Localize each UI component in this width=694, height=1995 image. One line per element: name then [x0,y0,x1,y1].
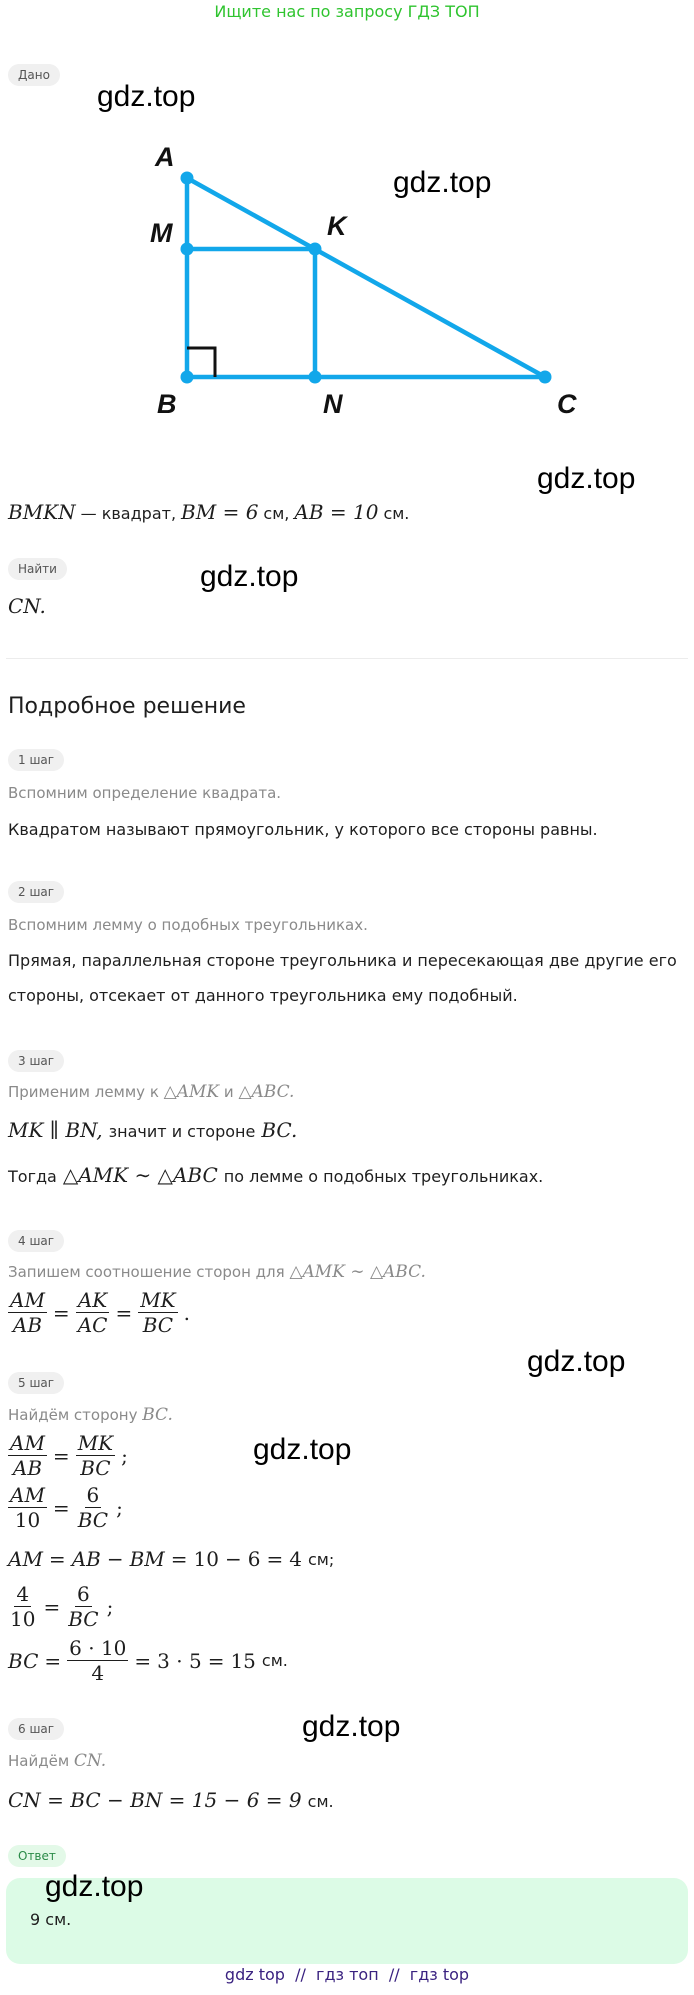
point-n [309,371,322,384]
given-tag [8,64,60,86]
step-6-hint-math: CN. [73,1751,107,1771]
step-5-tag-label: 5 шаг [8,1372,64,1394]
find-value: CN. [8,594,46,618]
step-3-hint-text: Применим лемму к [8,1083,159,1101]
step-2-text-line1: Прямая, параллельная стороне треугольника и пересекающая две другие его [8,951,677,970]
step-6-tag [8,1718,64,1740]
step-6-line [8,1788,334,1812]
step-3-line1 [8,1118,297,1142]
step-3-text: значит и стороне [108,1122,256,1141]
step-6-tag-label: 6 шаг [8,1718,64,1740]
label-k: K [327,211,347,241]
step-3-text: Тогда [8,1167,57,1186]
step-1-hint: Вспомним определение квадрата. [8,784,282,802]
watermark: gdz.top [537,462,636,495]
watermark: gdz.top [97,80,196,113]
label-m: M [150,218,173,248]
given-statement [8,500,409,524]
step-4-hint-math: △AMK ∼ △ABC. [289,1262,426,1282]
step-6-text: см. [307,1792,334,1811]
given-math: AB = 10 [294,500,379,524]
given-math: BMKN [8,500,76,524]
step-5-text: см; [308,1549,335,1569]
step-3-line2 [8,1163,543,1187]
given-tag-label: Дано [8,64,60,86]
step-6-hint-text: Найдём [8,1752,70,1770]
given-text: см. [383,504,410,523]
find-tag-label: Найти [8,558,67,580]
step-2-hint: Вспомним лемму о подобных треугольниках. [8,916,368,934]
step-3-hint-text: и [223,1083,234,1101]
watermark: gdz.top [393,166,492,199]
step-3-hint-math: △AMK [163,1082,220,1102]
step-4-ratio: $\frac{AM}{AB}$ = $\frac{AK}{AC}$ = $\frac{MK}{BC}$ . [10,1288,190,1337]
step-4-tag [8,1230,64,1252]
divider [6,658,688,659]
step-3-math: BC. [261,1118,298,1142]
watermark: gdz.top [253,1433,352,1466]
given-text: см, [263,504,290,523]
step-5-eq2: $\frac{AM}{10}$ = $\frac{6}{BC}$ ; [10,1483,123,1532]
step-1-tag-label: 1 шаг [8,749,64,771]
step-1-tag [8,749,64,771]
point-b [181,371,194,384]
step-5-eq5: BC = $\frac{6 \cdot 10}{4}$ = 3 · 5 = 15 см. [8,1636,288,1685]
label-c: C [557,389,577,419]
step-2-tag [8,881,64,903]
step-3-hint-math: △ABC. [238,1082,295,1102]
point-c [539,371,552,384]
step-5-eq3: AM = AB − BM = 10 − 6 = 4 см; [8,1547,335,1571]
triangle-diagram [0,130,694,430]
step-5-eq1: $\frac{AM}{AB}$ = $\frac{MK}{BC}$ ; [10,1431,128,1480]
answer-tag [8,1845,66,1867]
solution-heading: Подробное решение [8,694,246,719]
point-k [309,243,322,256]
step-5-hint-math: BC. [142,1405,173,1425]
step-1-text: Квадратом называют прямоугольник, у которого все стороны равны. [8,820,598,839]
find-tag [8,558,67,580]
step-6-math: CN = BC − BN = 15 − 6 = 9 [8,1788,302,1812]
step-2-tag-label: 2 шаг [8,881,64,903]
step-4-hint-text: Запишем соотношение сторон для [8,1263,285,1281]
watermark: gdz.top [45,1870,144,1903]
step-3-tag [8,1050,64,1072]
given-math: BM = 6 [181,500,259,524]
step-5-text: см. [261,1651,288,1670]
answer-text: 9 см. [30,1910,72,1929]
label-b: B [157,389,177,419]
step-2-text-line2: стороны, отсекает от данного треугольника ему подобный. [8,986,518,1005]
step-5-hint-text: Найдём сторону [8,1406,138,1424]
point-a [181,172,194,185]
step-5-tag [8,1372,64,1394]
given-text: — квадрат, [80,504,177,523]
step-3-math: △AMK ∼ △ABC [62,1163,218,1187]
step-5-eq4: $\frac{4}{10}$ = $\frac{6}{BC}$ ; [10,1582,114,1631]
step-3-text: по лемме о подобных треугольниках. [223,1167,544,1186]
label-a: A [155,142,175,172]
top-banner: Ищите нас по запросу ГДЗ ТОП [214,2,480,21]
label-n: N [323,389,343,419]
footer-links[interactable]: gdz top // гдз топ // гдз top [224,1965,470,1984]
answer-tag-label: Ответ [8,1845,66,1867]
step-3-tag-label: 3 шаг [8,1050,64,1072]
step-4-tag-label: 4 шаг [8,1230,64,1252]
watermark: gdz.top [527,1345,626,1378]
point-m [181,243,194,256]
step-4-hint [8,1262,426,1282]
watermark: gdz.top [200,560,299,593]
step-6-hint [8,1751,106,1771]
watermark: gdz.top [302,1710,401,1743]
step-5-hint [8,1405,173,1425]
step-3-hint [8,1082,294,1102]
step-3-math: MK ∥ BN, [8,1118,103,1142]
